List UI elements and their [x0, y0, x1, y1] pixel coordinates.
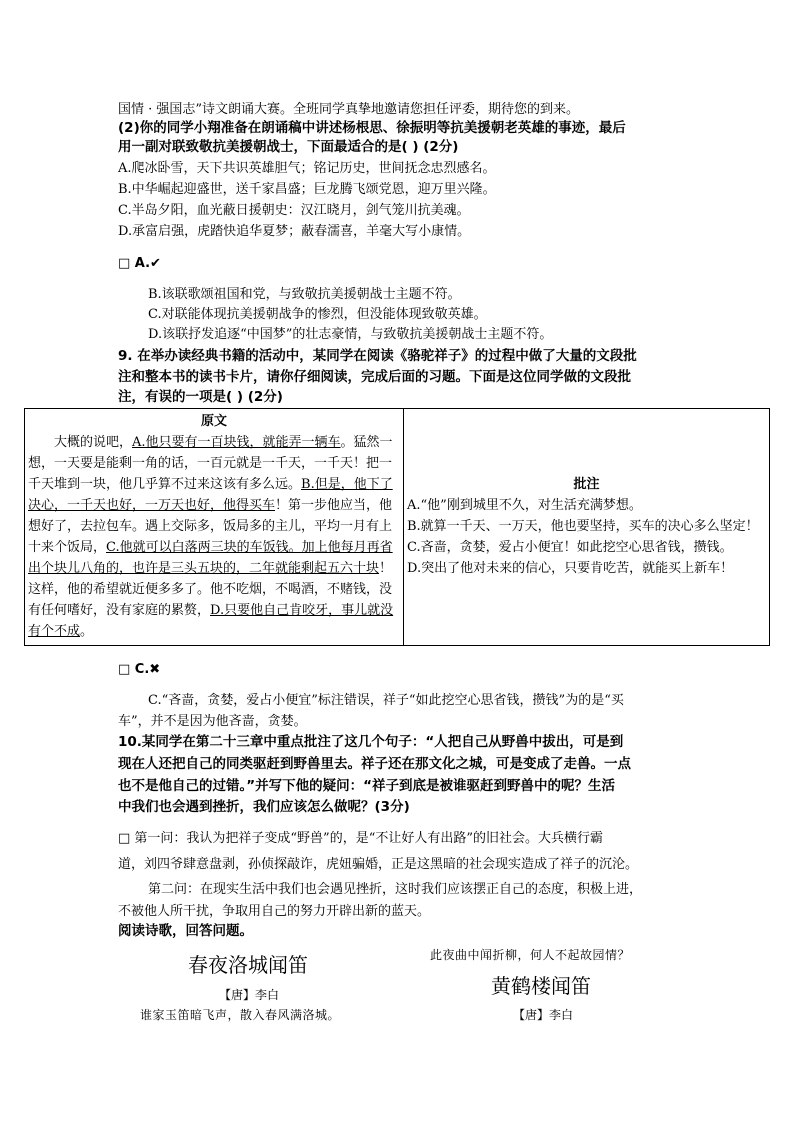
poem2-pre-line: 此夜曲中闻折柳，何人不起故园情？ — [430, 948, 631, 962]
question-10-stem: 10.某同学在第二十三章中重点批注了这几个句子：“人把自己从野兽中拔出，可是到 — [118, 734, 624, 750]
underlined-c: C.他就可以白落两三块的车饭钱。加上他每月再省出个块儿八角的，也许是三头五块的，二年就能剩起五六十块 — [28, 540, 393, 576]
q2-explanation-d: D.该联抒发追逐“中国梦”的壮志豪情，与致敬抗美援朝战士主题不符。 — [148, 327, 553, 342]
q2-option-d: D.承富启强，虎踏快追华夏梦；蔽春濡喜，羊毫大写小康情。 — [118, 224, 471, 239]
poetry-heading: 阅读诗歌，回答问题。 — [118, 923, 253, 939]
annotation-cell — [404, 409, 770, 646]
intro-line: 国情 · 强国志”诗文朗诵大赛。全班同学真挚地邀请您担任评委，期待您的到来。 — [118, 102, 580, 117]
question-2-stem: (2)你的同学小翔准备在朗诵稿中讲述杨根思、徐振明等抗美援朝老英雄的事迹，最后 — [118, 120, 626, 136]
underlined-a: A.他只要有一百块钱，就能弄一辆车 — [132, 435, 341, 450]
question-10-stem-3: 也不是他自己的过错。”并写下他的疑问：“祥子到底是被谁驱赶到野兽中的呢？生活 — [118, 778, 615, 794]
underlined-d: D.只要他自己肯咬牙，事儿就没有个不成 — [28, 603, 394, 639]
note-c: C.吝啬，贪婪，爱占小便宜！如此挖空心思省钱，攒钱。 — [407, 540, 733, 555]
q10-answer-4: 不被他人所干扰，争取用自己的努力开辟出新的蓝天。 — [118, 904, 431, 919]
q2-option-a: A.爬冰卧雪，天下共识英雄胆气；铭记历史，世间抚念忠烈感名。 — [118, 161, 496, 176]
question-9-stem-end: 注，有误的一项是( ) (2分) — [118, 389, 283, 405]
note-b: B.就算一千天、一万天，他也要坚持，买车的决心多么坚定！ — [407, 519, 759, 534]
note-d: D.突出了他对未来的信心，只要肯吃苦，就能买上新车！ — [407, 561, 734, 576]
poem2-author: 【唐】李白 — [513, 1008, 574, 1022]
q2-explanation-b: B.该联歌颂祖国和党，与致敬抗美援朝战士主题不符。 — [148, 287, 461, 302]
q10-answer-3: 第二问：在现实生活中我们也会遇见挫折，这时我们应该摆正自己的态度，积极上进， — [148, 882, 643, 897]
q2-option-b: B.中华崛起迎盛世，送千家昌盛；巨龙腾飞颂党恩，迎万里兴隆。 — [118, 182, 496, 197]
q10-answer-2: 道，刘四爷肆意盘剥，孙侦探敲诈，虎妞骗婚，正是这黑暗的社会现实造成了祥子的沉沦。 — [118, 857, 639, 872]
question-9-stem: 9. 在举办读经典书籍的活动中，某同学在阅读《骆驼祥子》的过程中做了大量的文段批 — [118, 348, 637, 364]
q10-answer-1: □ 第一问：我认为把祥子变成“野兽”的，是“不让好人有出路”的旧社会。大兵横行霸 — [118, 831, 603, 846]
original-text: 大概的说吧，A.他只要有一百块钱，就能弄一辆车。猛然一想，一天要是能剩一角的话，一百元就是一千天，一千天！把一千天堆到一块，他几乎算不过来这该有多么远。B.但是，他下了决心，一千天也好，一万天也好，他得买车！第一步他应当，他想好了，去拉包车。遇上交际多，饭局多的主儿，平均一月有上十来个饭局，C.他就可以白落两三块的车饭钱。加上他每月再省出个块儿八角的，也许是三头五块的，二年就能剩起五六十块！这样，他的希望就近便多多了。他不吃烟，不喝酒，不赌钱，没有任何嗜好，没有家庭的累赘，D.只要他自己肯咬牙，事儿就没有个不成。 — [28, 435, 394, 639]
question-10-stem-2: 现在人还把自己的同类驱赶到野兽里去。祥子还在那文化之城，可是变成了走兽。一点 — [118, 756, 631, 772]
question-9-stem-cont: 注和整本书的读书卡片，请你仔细阅读，完成后面的习题。下面是这位同学做的文段批 — [118, 369, 631, 385]
poem1-line: 谁家玉笛暗飞声，散入春风满洛城。 — [140, 1008, 341, 1022]
q9-explanation: C.“吝啬，贪婪，爱占小便宜”标注错误，祥子“如此挖空心思省钱，攒钱”为的是“买 — [148, 693, 624, 708]
note-a: A.“他”刚到城里不久，对生活充满梦想。 — [407, 498, 642, 513]
q2-option-c: C.半岛夕阳，血光蔽日援朝史：汉江晓月，剑气笼川抗美魂。 — [118, 203, 470, 218]
underlined-b: B.但是，他下了决心，一千天也好，一万天也好，他得买车 — [28, 477, 393, 513]
annotation-table — [24, 408, 770, 646]
poem1-title: 春夜洛城闻笛 — [188, 953, 308, 977]
poem2-title: 黄鹤楼闻笛 — [491, 974, 591, 998]
original-text-cell — [25, 409, 404, 646]
question-10-stem-4: 中我们也会遇到挫折，我们应该怎么做呢？(3分) — [118, 799, 410, 815]
q9-answer: □ C.✖ — [118, 662, 161, 677]
question-2-stem-cont: 用一副对联致敬抗美援朝战士，下面最适合的是( ) (2分) — [118, 139, 459, 155]
q2-explanation-c: C.对联能体现抗美援朝战争的惨烈，但没能体现致敬英雄。 — [148, 307, 487, 322]
q2-answer: □ A.✔ — [118, 256, 161, 271]
q9-explanation-cont: 车”，并不是因为他吝啬，贪婪。 — [118, 714, 307, 729]
annotation-header: 批注 — [573, 477, 600, 492]
poem1-author: 【唐】李白 — [219, 988, 280, 1002]
original-text-header: 原文 — [200, 414, 227, 429]
